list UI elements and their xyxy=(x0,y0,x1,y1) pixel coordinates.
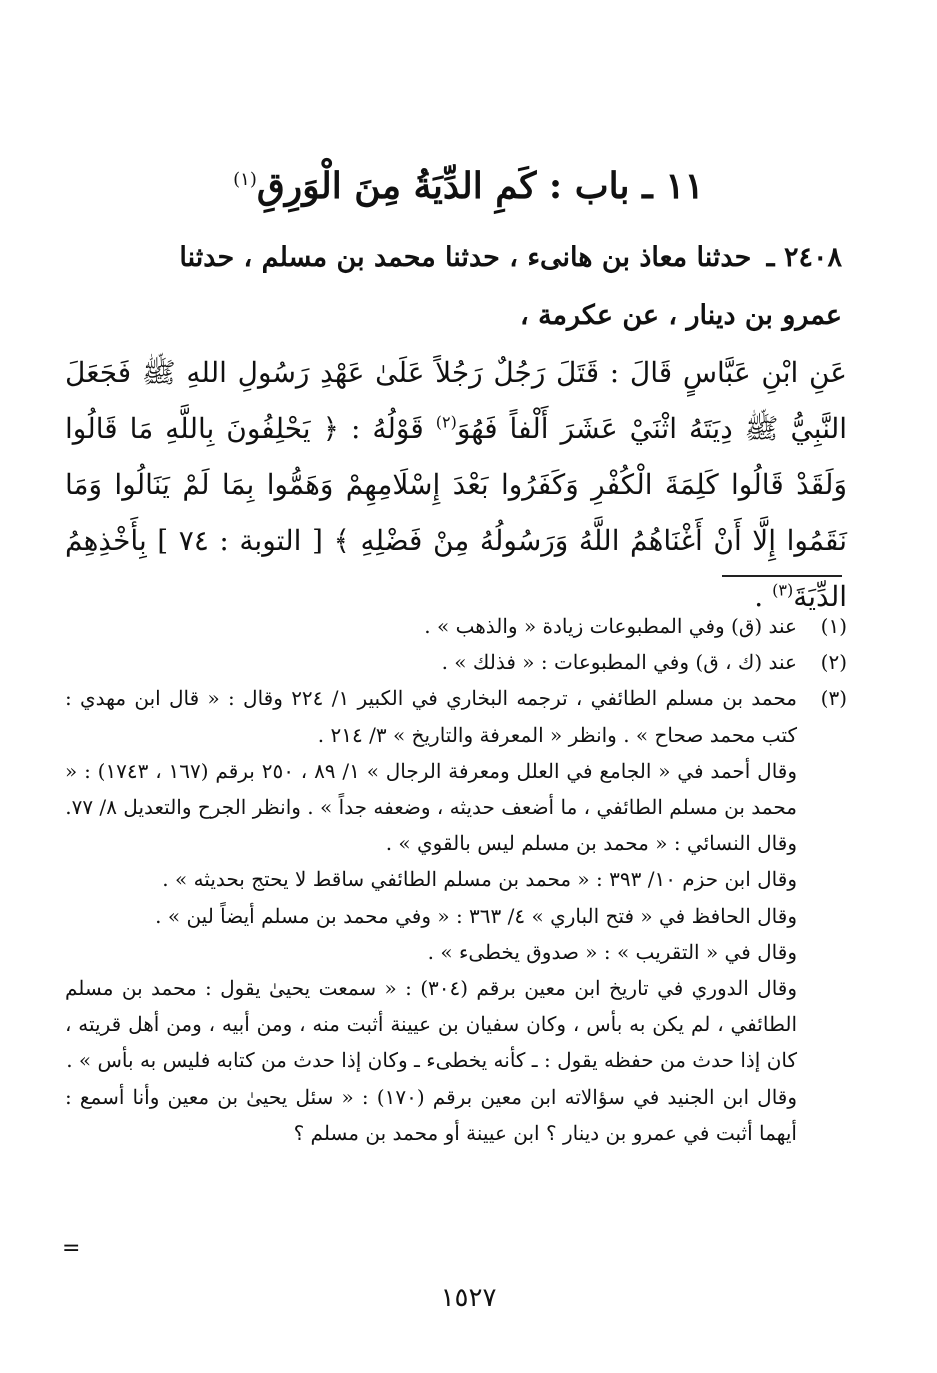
footnote-body xyxy=(65,644,797,680)
footnote-paragraph: وقال الدوري في تاريخ ابن معين برقم (٣٠٤) : « سمعت يحيىٰ يقول : محمد بن مسلم الطائفي ، لم يكن به بأس ، وكان سفيان بن عيينة أثبت منه ، ومن أبيه ، ومن أهل قريته ، كان إذا حدث من حفظه يقول : ـ كأنه يخطىء ـ وكان إذا حدث من كتابه فليس به بأس » . xyxy=(65,976,797,1073)
footnote-ref-1: (١) xyxy=(233,169,257,190)
footnote-paragraph: وقال أحمد في « الجامع في العلل ومعرفة الرجال » ١/ ٨٩ ، ٢٥٠ برقم (١٦٧ ، ١٧٤٣) : « محمد بن مسلم الطائفي ، ما أضعف حديثه ، وضعفه جداً » . وانظر الجرح والتعديل ٨/ ٧٧. xyxy=(65,758,798,820)
footnote-divider xyxy=(722,575,842,577)
isnad-text-1: حدثنا معاذ بن هانىء ، حدثنا محمد بن مسلم ، حدثنا xyxy=(179,242,752,273)
chapter-heading xyxy=(0,160,937,212)
footnote-paragraph: وقال في « التقريب » : « صدوق يخطىء » . xyxy=(427,939,797,964)
footnote-paragraph: محمد بن مسلم الطائفي ، ترجمه البخاري في الكبير ١/ ٢٢٤ وقال : « قال ابن مهدي : كتب محمد صحاح » . وانظر « المعرفة والتاريخ » ٣/ ٢١٤ . xyxy=(65,686,797,747)
footnote-paragraph: وقال النسائي : « محمد بن مسلم ليس بالقوي » . xyxy=(385,831,797,856)
hadith-number: ٢٤٠٨ ـ xyxy=(766,242,842,273)
footnote-3 xyxy=(65,680,847,1151)
footnote-paragraph: وقال ابن الجنيد في سؤالاته ابن معين برقم (١٧٠) : « سئل يحيىٰ بن معين وأنا أسمع : أيهما أثبت في عمرو بن دينار ؟ ابن عيينة أو محمد بن مسلم ؟ xyxy=(65,1084,798,1145)
matn-end: . xyxy=(754,580,773,613)
footnote-2 xyxy=(65,644,847,680)
footnote-number: (١) xyxy=(820,614,847,638)
footnote-1 xyxy=(65,608,847,644)
footnote-ref-2: (٢) xyxy=(435,412,457,432)
continuation-mark: = xyxy=(62,1236,81,1261)
hadith-isnad-line-2 xyxy=(70,290,842,342)
footnote-body xyxy=(65,608,797,644)
matn-part-1: عَنِ ابْنِ عَبَّاسٍ قَالَ : قَتَلَ رَجُلٌ رَجُلاً عَلَىٰ عَهْدِ رَسُولِ اللهِ ﷺ فَجَعَلَ النَّبِيُّ ﷺ دِيَتَهُ اثْنَيْ عَشَرَ أَلْفاً فَهُوَ xyxy=(65,356,847,445)
footnotes xyxy=(65,608,847,1151)
chapter-title: ١١ ـ باب : كَمِ الدِّيَةُ مِنَ الْوَرِقِ xyxy=(256,165,704,207)
footnote-body xyxy=(65,680,797,1151)
footnote-ref-3: (٣) xyxy=(772,580,794,600)
footnote-text: عند (ق) وفي المطبوعات زيادة « والذهب » . xyxy=(424,614,797,638)
footnote-text: عند (ك ، ق) وفي المطبوعات : « فذلك » . xyxy=(441,650,797,675)
footnote-number: (٣) xyxy=(820,686,847,711)
footnote-paragraph: وقال الحافظ في « فتح الباري » ٤/ ٣٦٣ : « وفي محمد بن مسلم أيضاً لين » . xyxy=(155,903,797,928)
footnote-number: (٢) xyxy=(820,650,847,675)
isnad-text-2: عمرو بن دينار ، عن عكرمة ، xyxy=(519,300,842,331)
hadith-matn xyxy=(65,345,847,625)
hadith-isnad-line-1 xyxy=(70,232,842,284)
matn-part-2: قَوْلُهُ : ﴿ يَحْلِفُونَ بِاللَّهِ مَا قَالُوا وَلَقَدْ قَالُوا كَلِمَةَ الْكُفْرِ وَكَفَرُوا بَعْدَ إِسْلَامِهِمْ وَهَمُّوا بِمَا لَمْ يَنَالُوا وَمَا نَقَمُوا إِلَّا أَنْ أَغْنَاهُمُ اللَّهُ وَرَسُولُهُ مِنْ فَضْلِهِ ﴾ [ التوبة : ٧٤ ] بِأَخْذِهِمُ الدِّيَةَ xyxy=(65,412,847,613)
footnote-paragraph: وقال ابن حزم ١٠/ ٣٩٣ : « محمد بن مسلم الطائفي ساقط لا يحتج بحديثه » . xyxy=(162,867,797,892)
page-number: ١٥٢٧ xyxy=(440,1283,497,1313)
